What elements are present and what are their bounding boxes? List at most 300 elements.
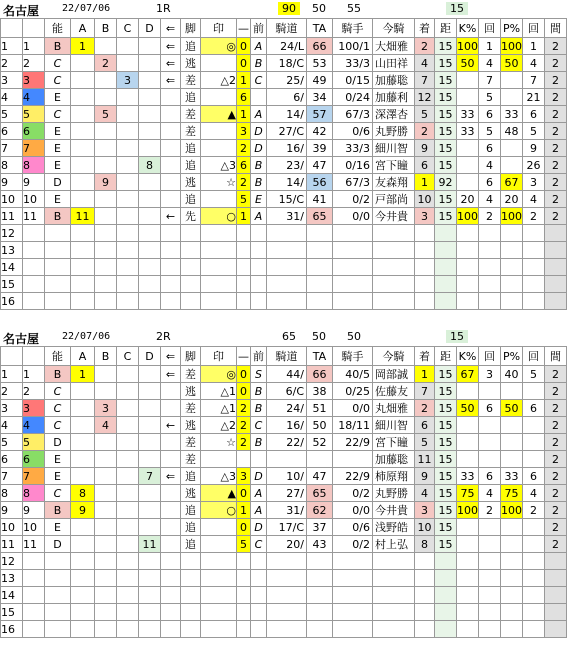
table-row <box>1 502 567 519</box>
cell-dist: 15 <box>435 123 457 140</box>
cell-mark <box>201 553 237 570</box>
cell-pre: A <box>251 502 267 519</box>
cell-jockey-stat: 67/3 <box>333 106 373 123</box>
cell-col-b <box>95 140 117 157</box>
cell-dist: 15 <box>435 140 457 157</box>
cell-jockey-stat: 18/11 <box>333 417 373 434</box>
header-arrow: ⇐ <box>161 19 181 38</box>
cell-row-num: 9 <box>1 174 23 191</box>
cell-ability: C <box>45 383 71 400</box>
table-row <box>1 536 567 553</box>
cell-col-a <box>71 468 95 485</box>
cell-interval <box>545 621 567 638</box>
cell-finish: 3 <box>415 502 435 519</box>
cell-finish: 12 <box>415 89 435 106</box>
cell-row-num: 3 <box>1 72 23 89</box>
cell-dist: 15 <box>435 366 457 383</box>
cell-p-count: 6 <box>523 106 545 123</box>
cell-k-pct: 33 <box>457 468 479 485</box>
cell-course: 20/ <box>267 536 307 553</box>
cell-p-count <box>523 536 545 553</box>
cell-finish <box>415 604 435 621</box>
cell-k-pct: 33 <box>457 123 479 140</box>
cell-col-d <box>139 570 161 587</box>
cell-pre: D <box>251 519 267 536</box>
cell-arrow <box>161 400 181 417</box>
cell-pre <box>251 587 267 604</box>
table-row <box>1 106 567 123</box>
header-col-d: D <box>139 347 161 366</box>
cell-style: 差 <box>181 123 201 140</box>
cell-col-c <box>117 293 139 310</box>
cell-p-count: 4 <box>523 55 545 72</box>
cell-col-d <box>139 191 161 208</box>
cell-ta: 47 <box>307 468 333 485</box>
header-col-d: D <box>139 19 161 38</box>
cell-arrow <box>161 536 181 553</box>
cell-jockey-stat: 0/0 <box>333 400 373 417</box>
table-row <box>1 451 567 468</box>
cell-dash <box>237 451 251 468</box>
cell-gate: 3 <box>23 72 45 89</box>
cell-dash <box>237 242 251 259</box>
cell-ta: 57 <box>307 106 333 123</box>
cell-gate <box>23 621 45 638</box>
cell-row-num: 10 <box>1 519 23 536</box>
cell-k-pct <box>457 451 479 468</box>
cell-course: 24/L <box>267 38 307 55</box>
cell-p-pct: 50 <box>501 55 523 72</box>
cell-dash: 0 <box>237 485 251 502</box>
header-course: 騎道 <box>267 19 307 38</box>
cell-col-b <box>95 276 117 293</box>
cell-k-pct <box>457 519 479 536</box>
cell-k-pct: 100 <box>457 503 478 517</box>
cell-k-pct <box>457 553 479 570</box>
cell-col-b <box>95 434 117 451</box>
cell-k-pct <box>457 536 479 553</box>
cell-dist: 92 <box>435 174 457 191</box>
cell-row-num: 13 <box>1 570 23 587</box>
cell-jockey: 加藤聡 <box>373 451 415 468</box>
cell-row-num: 15 <box>1 276 23 293</box>
cell-ta: 42 <box>307 123 333 140</box>
cell-dash <box>237 570 251 587</box>
header-style: 脚 <box>181 19 201 38</box>
cell-interval: 2 <box>545 485 567 502</box>
cell-interval: 2 <box>545 383 567 400</box>
cell-dash: 1 <box>237 502 251 519</box>
cell-mark: △1 <box>201 383 237 400</box>
header-col-a: A <box>71 19 95 38</box>
cell-row-num: 6 <box>1 123 23 140</box>
cell-ability: C <box>45 485 71 502</box>
cell-col-a <box>71 434 95 451</box>
cell-col-a <box>71 259 95 276</box>
cell-k-pct <box>457 587 479 604</box>
cell-arrow <box>161 89 181 106</box>
cell-k-pct <box>457 89 479 106</box>
cell-dash <box>237 587 251 604</box>
table-row <box>1 519 567 536</box>
table-row <box>1 140 567 157</box>
cell-pre <box>251 259 267 276</box>
cell-arrow <box>161 106 181 123</box>
cell-k-pct <box>457 276 479 293</box>
cell-ta: 66 <box>307 38 333 55</box>
cell-arrow <box>161 383 181 400</box>
cell-k-count: 2 <box>479 502 501 519</box>
cell-finish: 7 <box>415 383 435 400</box>
table-row <box>1 400 567 417</box>
cell-p-count <box>523 570 545 587</box>
cell-dist: 15 <box>435 191 457 208</box>
cell-ta: 39 <box>307 140 333 157</box>
cell-p-pct <box>501 140 523 157</box>
header-finish: 着 <box>415 347 435 366</box>
cell-col-c <box>117 38 139 55</box>
cell-gate: 9 <box>23 502 45 519</box>
cell-col-b <box>95 553 117 570</box>
header-row-num <box>1 347 23 366</box>
cell-ability: E <box>45 140 71 157</box>
cell-p-pct: 48 <box>501 123 523 140</box>
cell-course <box>267 621 307 638</box>
cell-arrow <box>161 259 181 276</box>
cell-mark <box>201 604 237 621</box>
cell-col-a <box>71 157 95 174</box>
cell-col-b <box>95 38 117 55</box>
cell-jockey: 細川智 <box>373 140 415 157</box>
header-k-count: 回 <box>479 347 501 366</box>
cell-jockey-stat: 0/15 <box>333 72 373 89</box>
cell-col-d <box>139 55 161 72</box>
cell-interval <box>545 242 567 259</box>
cell-jockey: 戸部尚 <box>373 191 415 208</box>
cell-mark <box>201 570 237 587</box>
cell-row-num: 15 <box>1 604 23 621</box>
cell-course <box>267 259 307 276</box>
cell-col-c <box>117 225 139 242</box>
cell-interval: 2 <box>545 140 567 157</box>
cell-ability: E <box>45 191 71 208</box>
cell-jockey-stat: 67/3 <box>333 174 373 191</box>
cell-ability <box>45 621 71 638</box>
cell-jockey-stat: 0/0 <box>333 208 373 225</box>
cell-col-d <box>139 519 161 536</box>
cell-gate: 7 <box>23 140 45 157</box>
cell-row-num: 4 <box>1 89 23 106</box>
cell-pre <box>251 225 267 242</box>
cell-finish: 1 <box>415 174 435 191</box>
cell-k-pct: 100 <box>457 39 478 53</box>
cell-gate <box>23 604 45 621</box>
cell-jockey: 大畑雅 <box>373 38 415 55</box>
cell-col-a: 1 <box>71 38 95 55</box>
header-jockey: 今騎 <box>373 347 415 366</box>
cell-course: 10/ <box>267 468 307 485</box>
cell-dist: 15 <box>435 383 457 400</box>
cell-pre: B <box>251 400 267 417</box>
header-ta: TA <box>307 347 333 366</box>
cell-k-count <box>479 276 501 293</box>
cell-ability: D <box>45 434 71 451</box>
cell-jockey: 山田祥 <box>373 55 415 72</box>
cell-finish <box>415 621 435 638</box>
cell-finish: 6 <box>415 417 435 434</box>
top-distance: 15 <box>446 2 468 15</box>
cell-pre <box>251 276 267 293</box>
cell-interval: 2 <box>545 434 567 451</box>
cell-mark: ○ <box>201 208 237 225</box>
cell-col-a <box>71 621 95 638</box>
cell-interval <box>545 570 567 587</box>
table-row <box>1 468 567 485</box>
cell-col-a <box>71 106 95 123</box>
cell-row-num: 3 <box>1 400 23 417</box>
cell-finish: 11 <box>415 451 435 468</box>
cell-interval <box>545 276 567 293</box>
cell-arrow <box>161 485 181 502</box>
cell-pre <box>251 451 267 468</box>
cell-style <box>181 276 201 293</box>
cell-k-pct <box>457 293 479 310</box>
cell-k-count: 2 <box>479 208 501 225</box>
cell-ability: E <box>45 89 71 106</box>
cell-k-count <box>479 536 501 553</box>
cell-p-pct <box>501 553 523 570</box>
cell-jockey: 細川智 <box>373 417 415 434</box>
cell-k-count <box>479 293 501 310</box>
cell-k-count <box>479 451 501 468</box>
cell-arrow <box>161 604 181 621</box>
top-value-3: 50 <box>347 330 361 343</box>
cell-p-pct: 75 <box>501 485 523 502</box>
cell-col-c <box>117 570 139 587</box>
cell-row-num: 2 <box>1 55 23 72</box>
cell-p-count: 6 <box>523 400 545 417</box>
cell-style <box>181 570 201 587</box>
cell-jockey-stat <box>333 225 373 242</box>
cell-col-d: 8 <box>139 157 161 174</box>
table-row <box>1 191 567 208</box>
cell-col-b <box>95 587 117 604</box>
cell-k-pct <box>457 434 479 451</box>
cell-ability: C <box>45 72 71 89</box>
cell-jockey-stat <box>333 451 373 468</box>
cell-col-d <box>139 242 161 259</box>
cell-mark: △2 <box>201 72 237 89</box>
cell-dash <box>237 604 251 621</box>
cell-col-a: 1 <box>71 366 95 383</box>
cell-dash: 0 <box>237 38 251 55</box>
cell-col-b <box>95 451 117 468</box>
cell-dash <box>237 621 251 638</box>
table-row <box>1 485 567 502</box>
cell-col-d <box>139 485 161 502</box>
header-dist: 距 <box>435 347 457 366</box>
cell-jockey <box>373 604 415 621</box>
cell-col-c <box>117 208 139 225</box>
cell-k-pct <box>457 570 479 587</box>
cell-interval: 2 <box>545 366 567 383</box>
cell-k-count: 5 <box>479 123 501 140</box>
cell-style: 追 <box>181 519 201 536</box>
cell-p-count <box>523 242 545 259</box>
cell-k-count: 4 <box>479 157 501 174</box>
cell-col-c <box>117 55 139 72</box>
cell-arrow <box>161 242 181 259</box>
cell-row-num: 5 <box>1 434 23 451</box>
cell-col-d <box>139 174 161 191</box>
cell-mark <box>201 536 237 553</box>
cell-dist <box>435 242 457 259</box>
cell-finish: 2 <box>415 123 435 140</box>
cell-col-b <box>95 570 117 587</box>
cell-col-d <box>139 417 161 434</box>
cell-col-d <box>139 400 161 417</box>
cell-pre: D <box>251 468 267 485</box>
cell-interval: 2 <box>545 106 567 123</box>
cell-col-a: 9 <box>71 502 95 519</box>
cell-col-c <box>117 502 139 519</box>
cell-interval: 2 <box>545 400 567 417</box>
cell-p-count <box>523 259 545 276</box>
cell-jockey <box>373 293 415 310</box>
cell-finish: 3 <box>415 208 435 225</box>
race-table <box>0 18 567 310</box>
cell-gate: 4 <box>23 89 45 106</box>
cell-row-num: 14 <box>1 587 23 604</box>
cell-dash: 2 <box>237 434 251 451</box>
cell-dist <box>435 587 457 604</box>
cell-col-c <box>117 106 139 123</box>
cell-p-pct <box>501 451 523 468</box>
cell-ta: 43 <box>307 536 333 553</box>
cell-row-num: 14 <box>1 259 23 276</box>
cell-jockey-stat <box>333 293 373 310</box>
race-number: 1R <box>156 2 171 15</box>
cell-k-pct <box>457 242 479 259</box>
cell-col-c <box>117 276 139 293</box>
top-value-2: 50 <box>312 2 326 15</box>
cell-col-d <box>139 383 161 400</box>
cell-col-d <box>139 451 161 468</box>
cell-dist <box>435 293 457 310</box>
cell-gate: 1 <box>23 366 45 383</box>
cell-dash: 2 <box>237 400 251 417</box>
cell-col-c <box>117 553 139 570</box>
cell-k-count: 4 <box>479 485 501 502</box>
cell-p-pct: 20 <box>501 191 523 208</box>
cell-jockey: 今井貴 <box>373 502 415 519</box>
cell-pre: D <box>251 123 267 140</box>
cell-finish: 2 <box>415 38 435 55</box>
cell-dist: 15 <box>435 468 457 485</box>
cell-finish <box>415 242 435 259</box>
cell-jockey-stat <box>333 553 373 570</box>
cell-row-num: 16 <box>1 293 23 310</box>
venue-label: 名古屋 <box>3 332 40 346</box>
cell-col-a: 8 <box>71 485 95 502</box>
cell-course: 17/C <box>267 519 307 536</box>
cell-course <box>267 451 307 468</box>
cell-jockey: 岡部誠 <box>373 366 415 383</box>
header-pre: 前 <box>251 19 267 38</box>
cell-mark <box>201 451 237 468</box>
cell-jockey-stat: 40/5 <box>333 366 373 383</box>
cell-col-d <box>139 259 161 276</box>
cell-jockey <box>373 225 415 242</box>
cell-row-num: 10 <box>1 191 23 208</box>
cell-style: 追 <box>181 89 201 106</box>
cell-col-d <box>139 38 161 55</box>
cell-course <box>267 604 307 621</box>
cell-jockey: 加藤聡 <box>373 72 415 89</box>
cell-pre: C <box>251 536 267 553</box>
cell-course <box>267 570 307 587</box>
cell-ta <box>307 451 333 468</box>
cell-arrow <box>161 621 181 638</box>
cell-pre: D <box>251 140 267 157</box>
cell-dist: 15 <box>435 208 457 225</box>
cell-style: 差 <box>181 366 201 383</box>
cell-finish <box>415 259 435 276</box>
cell-jockey-stat: 33/3 <box>333 140 373 157</box>
cell-dist <box>435 570 457 587</box>
cell-row-num: 8 <box>1 157 23 174</box>
cell-ta <box>307 553 333 570</box>
table-row <box>1 434 567 451</box>
cell-dist: 15 <box>435 434 457 451</box>
cell-col-c <box>117 174 139 191</box>
cell-p-count: 26 <box>523 157 545 174</box>
table-row <box>1 242 567 259</box>
cell-dash <box>237 259 251 276</box>
cell-gate <box>23 242 45 259</box>
cell-ability <box>45 259 71 276</box>
cell-dash: 1 <box>237 106 251 123</box>
cell-dist: 15 <box>435 106 457 123</box>
header-col-c: C <box>117 347 139 366</box>
cell-ta <box>307 587 333 604</box>
cell-gate: 9 <box>23 174 45 191</box>
cell-col-d <box>139 140 161 157</box>
cell-gate: 3 <box>23 400 45 417</box>
cell-row-num: 1 <box>1 366 23 383</box>
cell-col-c <box>117 383 139 400</box>
cell-course: 14/ <box>267 174 307 191</box>
cell-pre: B <box>251 157 267 174</box>
cell-k-pct: 33 <box>457 106 479 123</box>
cell-pre <box>251 89 267 106</box>
cell-row-num: 1 <box>1 38 23 55</box>
cell-style <box>181 553 201 570</box>
cell-jockey-stat <box>333 259 373 276</box>
cell-gate: 6 <box>23 451 45 468</box>
cell-col-b: 5 <box>95 106 117 123</box>
cell-col-b <box>95 383 117 400</box>
cell-p-count <box>523 587 545 604</box>
cell-interval <box>545 293 567 310</box>
cell-col-b <box>95 242 117 259</box>
header-col-a: A <box>71 347 95 366</box>
cell-style: 逃 <box>181 55 201 72</box>
cell-row-num: 2 <box>1 383 23 400</box>
cell-ability: C <box>45 106 71 123</box>
cell-mark: ◎ <box>201 38 237 55</box>
cell-finish: 5 <box>415 106 435 123</box>
